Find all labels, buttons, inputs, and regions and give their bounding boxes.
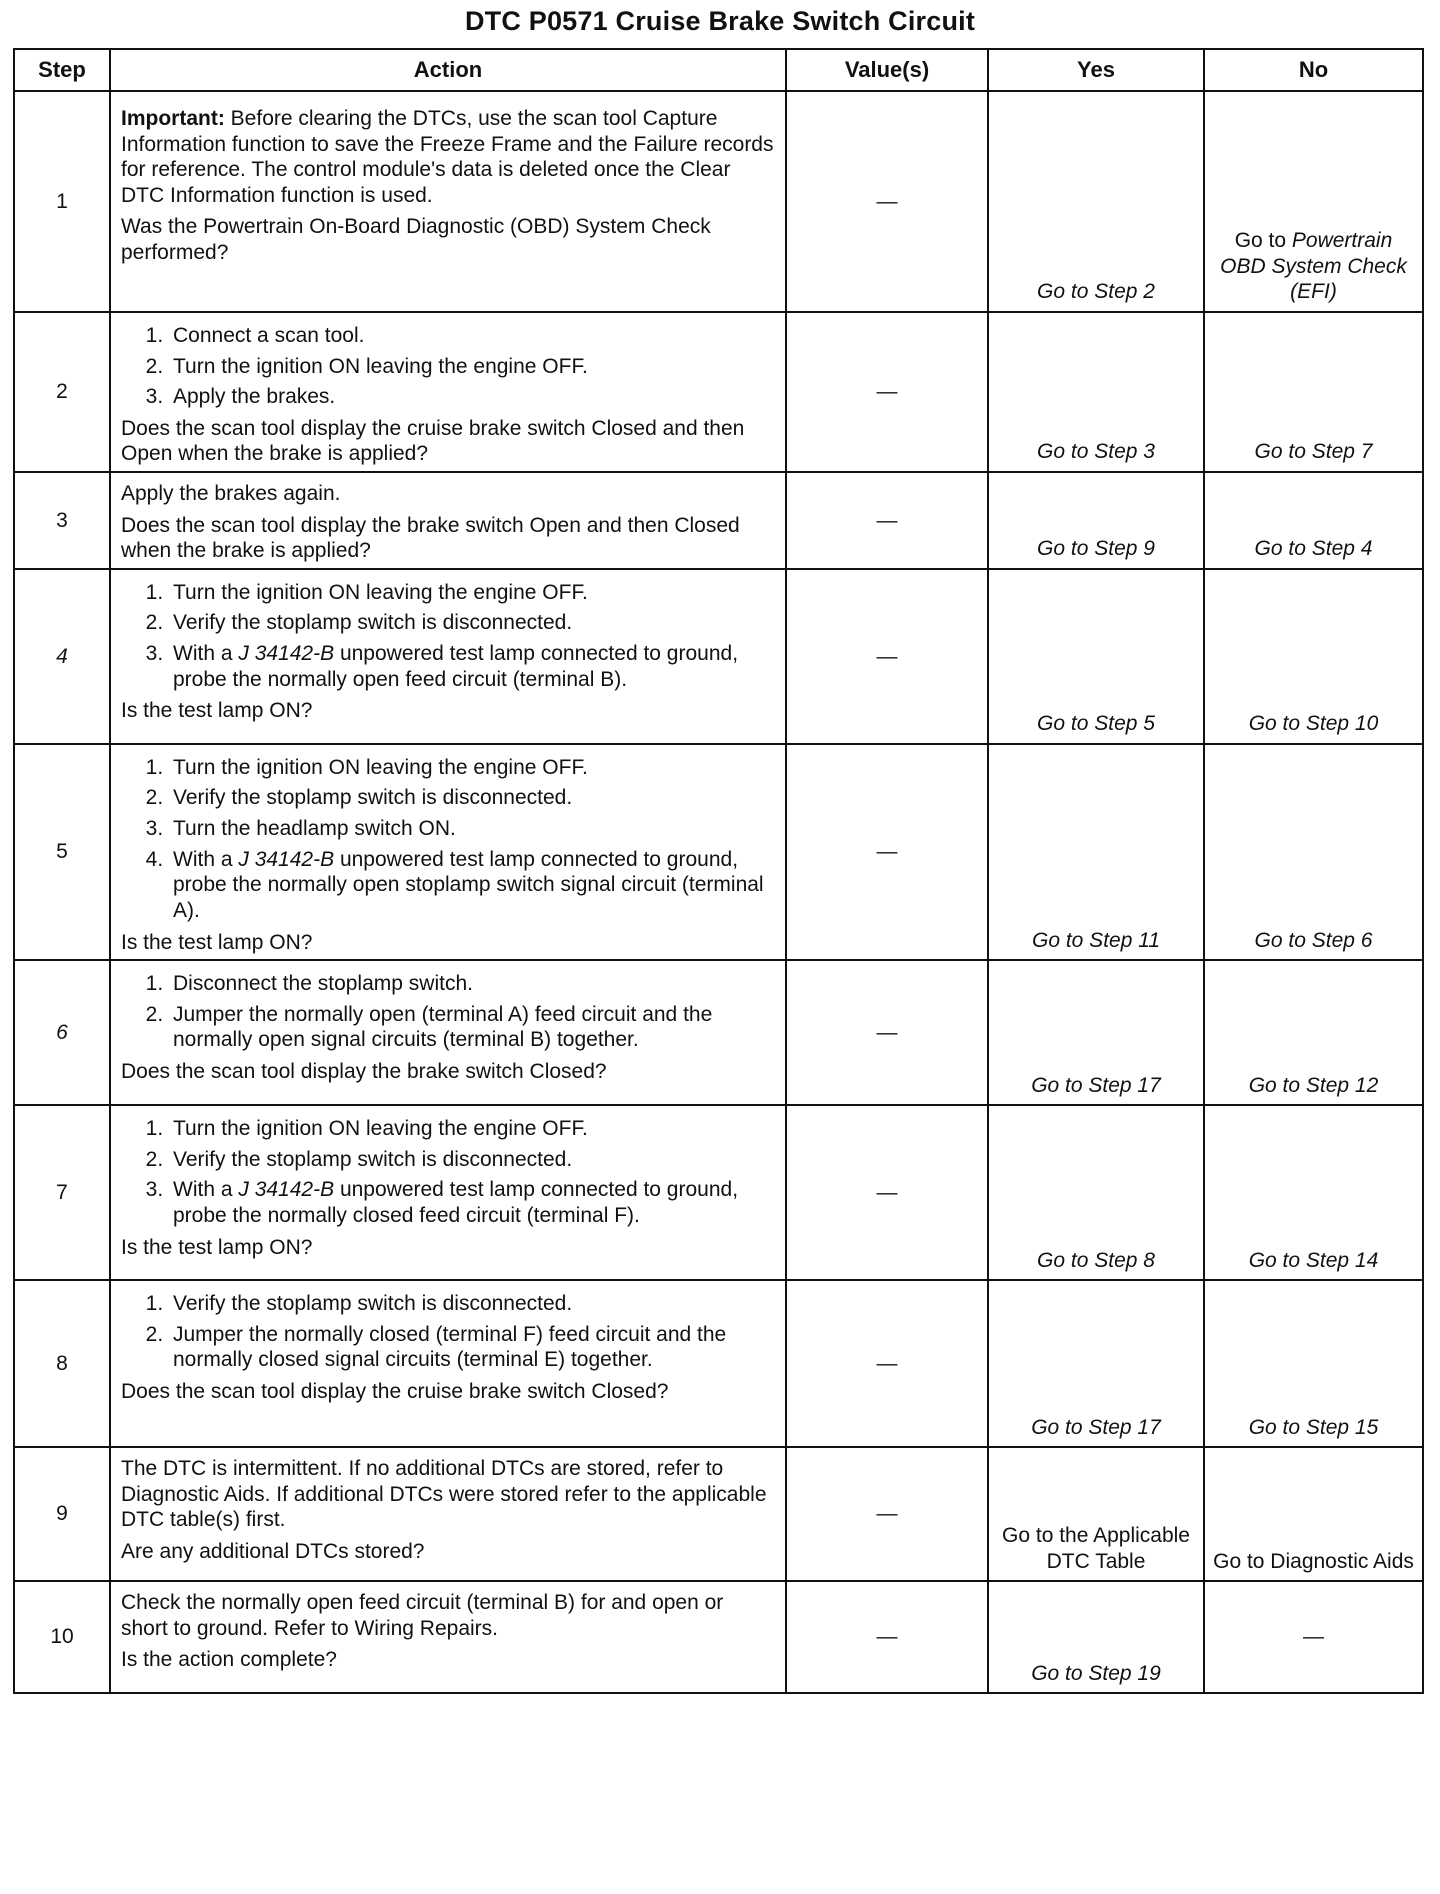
action-steps: [121, 1291, 775, 1373]
important-text: Before clearing the DTCs, use the scan tool Capture Information function to save the Freeze Frame and the Failure records for reference. The control module's data is deleted once the Clear DTC Information function is used.: [121, 107, 774, 207]
action-step: 4. With a J 34142-B unpowered test lamp connected to ground, probe the normally open stoplamp switch signal circuit (terminal A).: [169, 847, 775, 924]
yes-cell: Go to Step 2: [988, 91, 1204, 312]
step-number: 8: [14, 1280, 110, 1447]
action-cell: [110, 1280, 786, 1447]
no-cell: —: [1204, 1581, 1423, 1693]
tool-reference: J 34142-B: [238, 1178, 335, 1202]
action-question: Does the scan tool display the brake switch Open and then Closed when the brake is applied?: [121, 513, 740, 563]
action-cell: [110, 569, 786, 744]
action-question: Does the scan tool display the brake switch Closed?: [121, 1059, 607, 1083]
value-cell: —: [786, 960, 988, 1105]
action-step: 2. Jumper the normally open (terminal A) feed circuit and the normally open signal circuits (terminal B) together.: [169, 1002, 775, 1053]
header-values: Value(s): [786, 49, 988, 91]
action-step: 1. Turn the ignition ON leaving the engine OFF.: [169, 1116, 775, 1142]
action-question: Was the Powertrain On-Board Diagnostic (OBD) System Check performed?: [121, 215, 711, 265]
action-cell: [110, 91, 786, 312]
action-steps: [121, 580, 775, 692]
value-cell: —: [786, 744, 988, 960]
table-row: [14, 1447, 1423, 1581]
action-question: Are any additional DTCs stored?: [121, 1539, 425, 1563]
tool-reference: J 34142-B: [238, 642, 335, 666]
value-cell: —: [786, 1105, 988, 1280]
action-step: 1. Turn the ignition ON leaving the engine OFF.: [169, 580, 775, 606]
action-step: 3. Turn the headlamp switch ON.: [169, 816, 775, 842]
action-steps: [121, 971, 775, 1053]
action-cell: [110, 744, 786, 960]
value-cell: —: [786, 1581, 988, 1693]
no-cell: Go to Step 7: [1204, 312, 1423, 472]
important-label: Important:: [121, 107, 225, 130]
value-cell: —: [786, 569, 988, 744]
action-steps: [121, 755, 775, 924]
action-question: Is the test lamp ON?: [121, 930, 313, 954]
value-cell: —: [786, 472, 988, 569]
action-cell: [110, 472, 786, 569]
action-question: Is the action complete?: [121, 1648, 337, 1672]
table-row: [14, 569, 1423, 744]
yes-cell: Go to Step 8: [988, 1105, 1204, 1280]
no-reference: Powertrain OBD System Check (EFI): [1220, 229, 1407, 304]
no-cell: Go to Step 15: [1204, 1280, 1423, 1447]
table-row: [14, 1280, 1423, 1447]
yes-cell: Go to Step 5: [988, 569, 1204, 744]
step-number: 6: [14, 960, 110, 1105]
no-cell: Go to Step 14: [1204, 1105, 1423, 1280]
action-intro: Check the normally open feed circuit (terminal B) for and open or short to ground. Refer to Wiring Repairs.: [121, 1591, 724, 1640]
table-row: [14, 960, 1423, 1105]
yes-cell: Go to Step 11: [988, 744, 1204, 960]
yes-cell: Go to the Applicable DTC Table: [988, 1447, 1204, 1581]
value-cell: —: [786, 1447, 988, 1581]
step-number: 2: [14, 312, 110, 472]
action-cell: [110, 960, 786, 1105]
no-prefix: Go to: [1234, 229, 1287, 253]
yes-cell: Go to Step 9: [988, 472, 1204, 569]
action-step: 3. With a J 34142-B unpowered test lamp connected to ground, probe the normally closed feed circuit (terminal F).: [169, 1177, 775, 1228]
action-cell: [110, 312, 786, 472]
action-question: Is the test lamp ON?: [121, 1235, 313, 1259]
action-steps: [121, 323, 775, 410]
step-number: 4: [14, 569, 110, 744]
action-step: 1. Disconnect the stoplamp switch.: [169, 971, 775, 997]
value-cell: —: [786, 1280, 988, 1447]
table-row: [14, 91, 1423, 312]
table-row: [14, 472, 1423, 569]
yes-cell: Go to Step 19: [988, 1581, 1204, 1693]
step-number: 9: [14, 1447, 110, 1581]
action-question: Is the test lamp ON?: [121, 699, 313, 723]
tool-reference: J 34142-B: [238, 847, 335, 871]
action-intro: [121, 106, 775, 208]
header-row: [14, 49, 1423, 91]
header-action: Action: [110, 49, 786, 91]
header-yes: Yes: [988, 49, 1204, 91]
action-question: Does the scan tool display the cruise brake switch Closed and then Open when the brake is applied?: [121, 416, 745, 466]
action-step: 3. With a J 34142-B unpowered test lamp connected to ground, probe the normally open feed circuit (terminal B).: [169, 641, 775, 692]
action-step: 2. Verify the stoplamp switch is disconnected.: [169, 785, 775, 811]
document-title: DTC P0571 Cruise Brake Switch Circuit: [464, 6, 976, 36]
diagnostic-table: [13, 48, 1424, 1694]
action-cell: [110, 1105, 786, 1280]
action-step: 1. Connect a scan tool.: [169, 323, 775, 349]
no-cell: Go to Diagnostic Aids: [1204, 1447, 1423, 1581]
value-cell: —: [786, 91, 988, 312]
action-intro: The DTC is intermittent. If no additional DTCs are stored, refer to Diagnostic Aids. If additional DTCs were stored refer to the applicable DTC table(s) first.: [121, 1457, 767, 1532]
value-cell: —: [786, 312, 988, 472]
action-step: 3. Apply the brakes.: [169, 384, 775, 410]
action-cell: [110, 1581, 786, 1693]
step-number: 3: [14, 472, 110, 569]
no-cell: [1204, 91, 1423, 312]
action-cell: [110, 1447, 786, 1581]
yes-cell: Go to Step 17: [988, 960, 1204, 1105]
action-steps: [121, 1116, 775, 1228]
table-row: [14, 744, 1423, 960]
yes-cell: Go to Step 3: [988, 312, 1204, 472]
no-cell: Go to Step 12: [1204, 960, 1423, 1105]
action-intro: Apply the brakes again.: [121, 482, 341, 506]
table-row: [14, 1105, 1423, 1280]
action-step: 2. Jumper the normally closed (terminal F) feed circuit and the normally closed signal circuits (terminal E) together.: [169, 1322, 775, 1373]
action-step: 2. Verify the stoplamp switch is disconnected.: [169, 1147, 775, 1173]
action-step: 2. Turn the ignition ON leaving the engine OFF.: [169, 354, 775, 380]
step-number: 7: [14, 1105, 110, 1280]
header-step: Step: [14, 49, 110, 91]
action-step: 1. Turn the ignition ON leaving the engine OFF.: [169, 755, 775, 781]
action-step: 2. Verify the stoplamp switch is disconnected.: [169, 610, 775, 636]
no-cell: Go to Step 4: [1204, 472, 1423, 569]
action-question: Does the scan tool display the cruise brake switch Closed?: [121, 1379, 669, 1403]
step-number: 10: [14, 1581, 110, 1693]
step-number: 5: [14, 744, 110, 960]
step-number: 1: [14, 91, 110, 312]
no-cell: Go to Step 6: [1204, 744, 1423, 960]
table-row: [14, 1581, 1423, 1693]
no-cell: Go to Step 10: [1204, 569, 1423, 744]
header-no: No: [1204, 49, 1423, 91]
yes-cell: Go to Step 17: [988, 1280, 1204, 1447]
table-row: [14, 312, 1423, 472]
action-step: 1. Verify the stoplamp switch is disconnected.: [169, 1291, 775, 1317]
